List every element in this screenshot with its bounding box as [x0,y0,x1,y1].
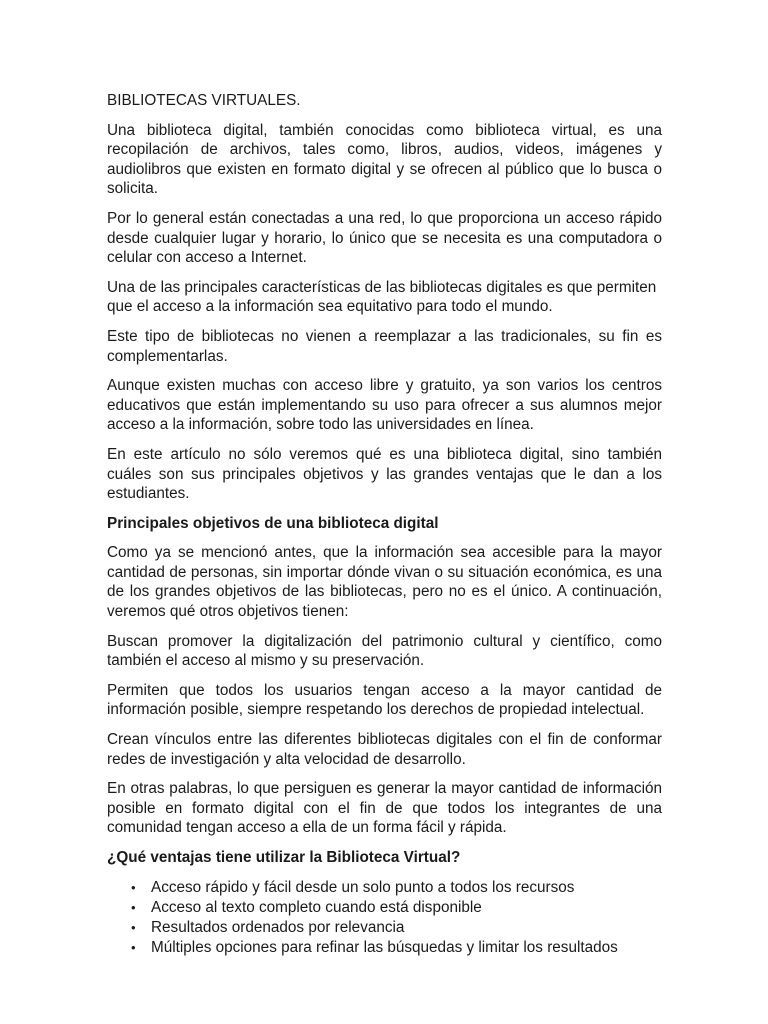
list-item [131,918,662,938]
objectives-paragraph-4: Crean vínculos entre las diferentes bibliotecas digitales con el fin de conformar redes de investigación y alta velocidad de desarrollo. [107,731,662,768]
intro-paragraph-1: Una biblioteca digital, también conocidas como biblioteca virtual, es una recopilación de archivos, tales como, libros, audios, videos, imágenes y audiolibros que existen en formato digital y se ofrecen al público que lo busca o solicita. [107,121,662,198]
document-title: BIBLIOTECAS VIRTUALES. [107,92,301,109]
objectives-paragraph-5: En otras palabras, lo que persiguen es generar la mayor cantidad de información posible en formato digital con el fin de que todos los integrantes de una comunidad tengan acceso a ella de un forma fácil y rápida. [107,780,662,837]
intro-paragraph-6: En este artículo no sólo veremos qué es una biblioteca digital, sino también cuáles son sus principales objetivos y las grandes ventajas que le dan a los estudiantes. [107,445,662,503]
section-heading-objectives: Principales objetivos de una biblioteca digital [107,514,439,532]
intro-paragraph-4: Este tipo de bibliotecas no vienen a reemplazar a las tradicionales, su fin es complementarlas. [107,327,662,365]
advantages-list [107,878,662,959]
list-item-text: Acceso al texto completo cuando está disponible [151,898,482,916]
list-item [131,878,662,898]
intro-paragraph-2: Por lo general están conectadas a una red, lo que proporciona un acceso rápido desde cualquier lugar y horario, lo único que se necesita es una computadora o celular con acceso a Internet. [107,209,662,267]
objectives-paragraph-1: Como ya se mencionó antes, que la información sea accesible para la mayor cantidad de personas, sin importar dónde vivan o su situación económica, es una de los grandes objetivos de las bibliotecas, pero no es el único. A continuación, veremos qué otros objetivos tienen: [107,544,662,621]
section-heading-advantages: ¿Qué ventajas tiene utilizar la Biblioteca Virtual? [107,849,461,866]
bullet-icon: • [131,940,136,956]
list-item-text: Acceso rápido y fácil desde un solo punto a todos los recursos [151,878,575,896]
list-item [131,938,662,958]
objectives-paragraph-2: Buscan promover la digitalización del patrimonio cultural y científico, como también el acceso al mismo y su preservación. [107,632,662,670]
bullet-icon: • [131,920,136,936]
intro-paragraph-3: Una de las principales características de las bibliotecas digitales es que permiten que el acceso a la información sea equitativo para todo el mundo. [107,278,657,316]
intro-paragraph-5: Aunque existen muchas con acceso libre y gratuito, ya son varios los centros educativos que están implementando su uso para ofrecer a sus alumnos mejor acceso a la información, sobre todo las universidades en línea. [107,377,662,434]
bullet-icon: • [131,879,136,895]
bullet-icon: • [131,899,136,915]
list-item-text: Resultados ordenados por relevancia [151,919,405,937]
document-page [107,91,662,959]
list-item-text: Múltiples opciones para refinar las búsquedas y limitar los resultados [151,939,618,957]
objectives-paragraph-3: Permiten que todos los usuarios tengan acceso a la mayor cantidad de información posible, siempre respetando los derechos de propiedad intelectual. [107,681,662,719]
list-item [131,898,662,918]
